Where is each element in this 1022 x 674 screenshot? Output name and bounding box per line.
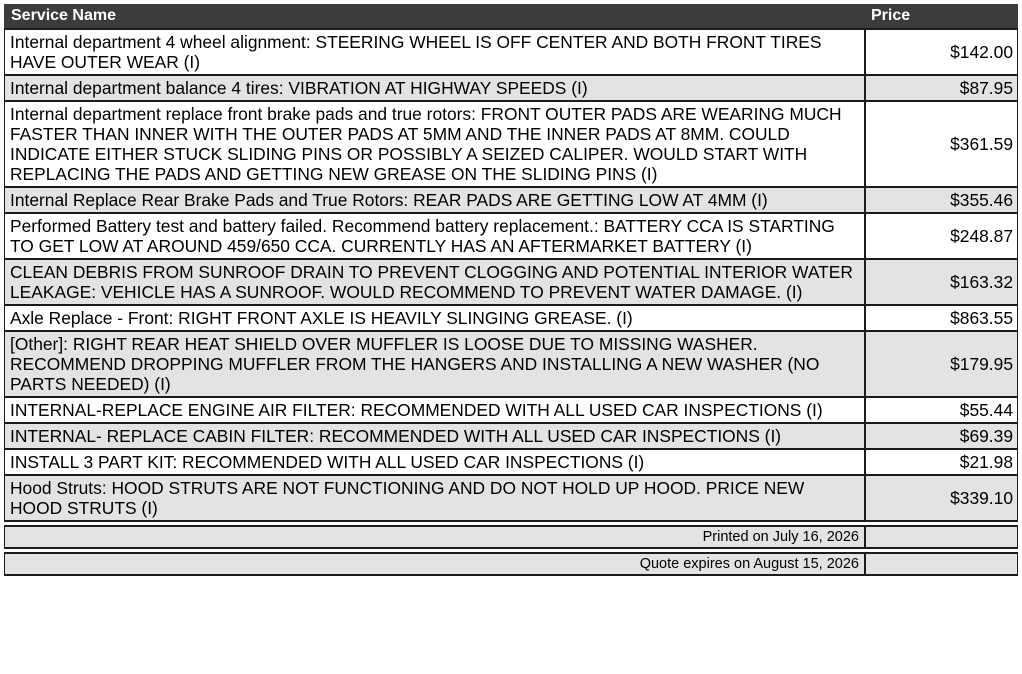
- service-name-header: Service Name: [4, 4, 865, 28]
- service-description: Internal department replace front brake pads and true rotors: FRONT OUTER PADS ARE WEARING MUCH FASTER THAN INNER WITH THE OUTER PADS AT 5MM AND THE INNER PADS AT 8MM. COULD INDICATE EITHER STUCK SLIDING PINS OR POSSIBLY A SEIZED CALIPER. WOULD START WITH REPLACING THE PADS AND GETTING NEW GREASE ON THE SLIDING PINS (I): [4, 100, 865, 186]
- table-row: [4, 186, 1018, 212]
- table-row: [4, 28, 1018, 74]
- service-price: $87.95: [865, 74, 1018, 100]
- service-price: $863.55: [865, 304, 1018, 330]
- table-row: [4, 100, 1018, 186]
- expires-empty-cell: [865, 552, 1018, 576]
- service-price: $179.95: [865, 330, 1018, 396]
- service-price: $21.98: [865, 448, 1018, 474]
- service-description: Hood Struts: HOOD STRUTS ARE NOT FUNCTIONING AND DO NOT HOLD UP HOOD. PRICE NEW HOOD STRUTS (I): [4, 474, 865, 522]
- printed-empty-cell: [865, 525, 1018, 549]
- service-price: $163.32: [865, 258, 1018, 304]
- quote-expiry-date: Quote expires on August 15, 2026: [4, 552, 865, 576]
- service-price: $248.87: [865, 212, 1018, 258]
- table-row: [4, 422, 1018, 448]
- service-description: Internal department 4 wheel alignment: STEERING WHEEL IS OFF CENTER AND BOTH FRONT TIRES HAVE OUTER WEAR (I): [4, 28, 865, 74]
- service-description: CLEAN DEBRIS FROM SUNROOF DRAIN TO PREVENT CLOGGING AND POTENTIAL INTERIOR WATER LEAKAGE: VEHICLE HAS A SUNROOF. WOULD RECOMMEND TO PREVENT WATER DAMAGE. (I): [4, 258, 865, 304]
- table-row: [4, 474, 1018, 522]
- service-description: [Other]: RIGHT REAR HEAT SHIELD OVER MUFFLER IS LOOSE DUE TO MISSING WASHER. RECOMMEND DROPPING MUFFLER FROM THE HANGERS AND INSTALLING A NEW WASHER (NO PARTS NEEDED) (I): [4, 330, 865, 396]
- printed-row: [4, 525, 1018, 549]
- table-row: [4, 396, 1018, 422]
- service-price: $69.39: [865, 422, 1018, 448]
- table-row: [4, 448, 1018, 474]
- service-rows: [4, 28, 1018, 522]
- expires-row: [4, 552, 1018, 576]
- table-row: [4, 212, 1018, 258]
- service-description: INTERNAL- REPLACE CABIN FILTER: RECOMMENDED WITH ALL USED CAR INSPECTIONS (I): [4, 422, 865, 448]
- service-description: Internal Replace Rear Brake Pads and True Rotors: REAR PADS ARE GETTING LOW AT 4MM (I): [4, 186, 865, 212]
- table-row: [4, 330, 1018, 396]
- service-description: Performed Battery test and battery failed. Recommend battery replacement.: BATTERY CCA IS STARTING TO GET LOW AT AROUND 459/650 CCA. CURRENTLY HAS AN AFTERMARKET BATTERY (I): [4, 212, 865, 258]
- service-price: $339.10: [865, 474, 1018, 522]
- table-row: [4, 304, 1018, 330]
- quote-table: [4, 4, 1018, 576]
- service-price: $361.59: [865, 100, 1018, 186]
- table-header-row: [4, 4, 1018, 28]
- table-row: [4, 74, 1018, 100]
- service-description: Axle Replace - Front: RIGHT FRONT AXLE IS HEAVILY SLINGING GREASE. (I): [4, 304, 865, 330]
- service-description: Internal department balance 4 tires: VIBRATION AT HIGHWAY SPEEDS (I): [4, 74, 865, 100]
- service-price: $142.00: [865, 28, 1018, 74]
- printed-date: Printed on July 16, 2026: [4, 525, 865, 549]
- table-row: [4, 258, 1018, 304]
- service-price: $55.44: [865, 396, 1018, 422]
- service-price: $355.46: [865, 186, 1018, 212]
- service-description: INSTALL 3 PART KIT: RECOMMENDED WITH ALL USED CAR INSPECTIONS (I): [4, 448, 865, 474]
- price-header: Price: [865, 4, 1018, 28]
- quote-footer: [4, 522, 1018, 576]
- service-description: INTERNAL-REPLACE ENGINE AIR FILTER: RECOMMENDED WITH ALL USED CAR INSPECTIONS (I): [4, 396, 865, 422]
